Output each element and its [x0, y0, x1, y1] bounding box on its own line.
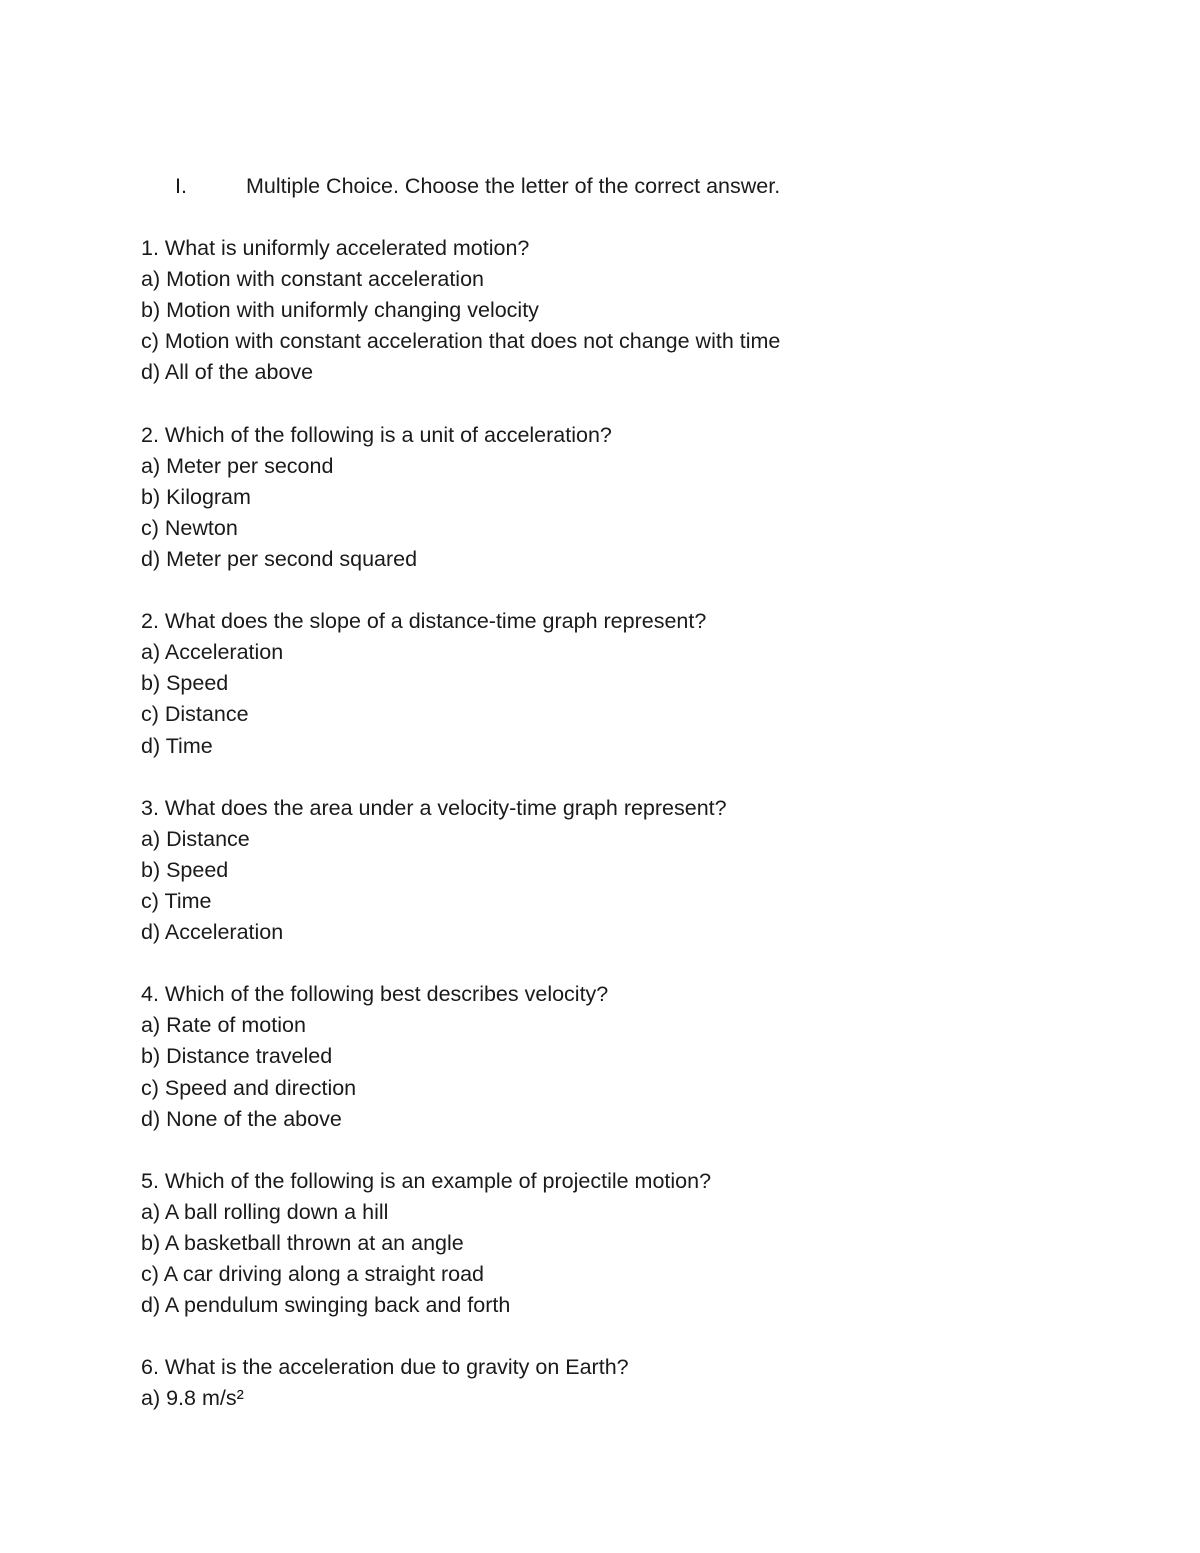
question-text: 2. What does the slope of a distance-time graph represent?	[141, 609, 707, 634]
answer-option: b) Kilogram	[141, 484, 251, 509]
question-text: 5. Which of the following is an example of projectile motion?	[141, 1168, 712, 1193]
answer-option: c) Speed and direction	[141, 1075, 357, 1100]
answer-option: b) A basketball thrown at an angle	[141, 1231, 464, 1255]
answer-option: a) Rate of motion	[141, 1013, 306, 1038]
answer-option: a) Meter per second	[141, 453, 334, 478]
question-block	[141, 1166, 1141, 1321]
question-block	[141, 793, 1141, 948]
question-block	[141, 979, 1141, 1134]
answer-option: a) 9.8 m/s²	[141, 1386, 244, 1411]
answer-option: a) Distance	[141, 826, 250, 851]
question-text: 3. What does the area under a velocity-time graph represent?	[141, 795, 727, 820]
answer-option: a) A ball rolling down a hill	[141, 1199, 389, 1224]
section-instruction: Multiple Choice. Choose the letter of the correct answer.	[246, 174, 781, 198]
question-list	[141, 233, 1141, 1446]
question-block	[141, 1352, 1141, 1414]
answer-option: b) Motion with uniformly changing velocity	[141, 298, 539, 323]
answer-option: b) Speed	[141, 671, 229, 696]
section-numeral: I.	[175, 174, 187, 198]
answer-option: a) Acceleration	[141, 640, 284, 665]
section-heading	[0, 171, 1200, 202]
question-text: 1. What is uniformly accelerated motion?	[141, 236, 530, 260]
answer-option: d) Acceleration	[141, 920, 284, 945]
question-block	[141, 606, 1141, 761]
answer-option: c) Time	[141, 888, 212, 913]
question-text: 6. What is the acceleration due to gravity on Earth?	[141, 1355, 629, 1380]
answer-option: c) Newton	[141, 515, 238, 540]
answer-option: c) Distance	[141, 702, 249, 727]
question-block	[141, 420, 1141, 575]
answer-option: b) Distance traveled	[141, 1044, 333, 1069]
answer-option: c) A car driving along a straight road	[141, 1262, 484, 1287]
answer-option: d) All of the above	[141, 360, 314, 385]
answer-option: d) Time	[141, 733, 213, 758]
answer-option: b) Speed	[141, 857, 229, 882]
answer-option: d) A pendulum swinging back and forth	[141, 1293, 511, 1318]
answer-option: a) Motion with constant acceleration	[141, 267, 484, 292]
question-block	[141, 233, 1141, 388]
answer-option: d) Meter per second squared	[141, 546, 418, 571]
answer-option: d) None of the above	[141, 1106, 342, 1131]
question-text: 4. Which of the following best describes velocity?	[141, 982, 609, 1007]
answer-option: c) Motion with constant acceleration that does not change with time	[141, 329, 781, 354]
question-text: 2. Which of the following is a unit of acceleration?	[141, 422, 612, 447]
